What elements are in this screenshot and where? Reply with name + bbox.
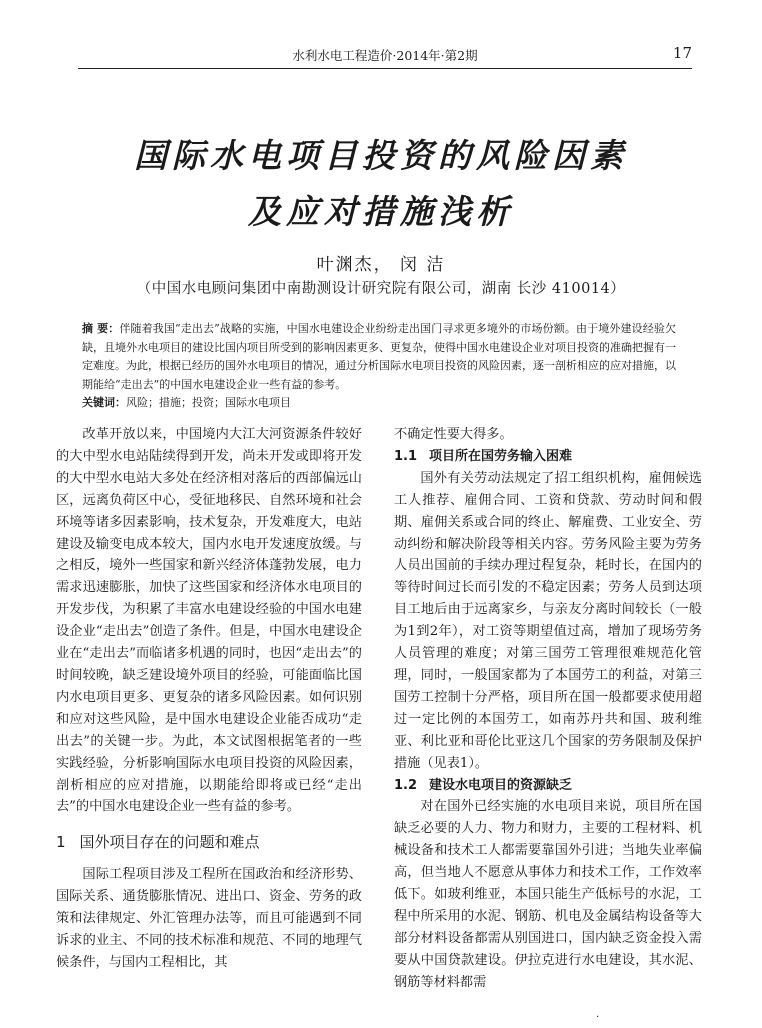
title-line-1: 国际水电项目投资的风险因素 (134, 136, 628, 175)
keywords-text: 风险；措施；投资；国际水电项目 (126, 396, 291, 409)
authors: 叶渊杰， 闵 洁 (316, 255, 446, 275)
section-1-heading (56, 832, 362, 852)
affiliation: （中国水电顾问集团中南勘测设计研究院有限公司，湖南 长沙 410014） (136, 281, 626, 297)
section-1-1-paragraph: 国外有关劳动法规定了招工组织机构，雇佣候选工人推荐、雇佣合同、工资和贷款、劳动时间和假期、雇佣关系或合同的终止、解雇费、工业安全、劳动纠纷和解决阶段等相关内容。劳务风险主要为劳务人员出国前的手续办理过程复杂，耗时长，在国内的等待时间过长而引发的不稳定因素；劳务人员到达项目工地后由于远离家乡，与亲友分离时间较长（一般为1到2年），对工资等期望值过高，增加了现场劳务人员管理的难度；对第三国劳工管理很难规范化管理，同时，一般国家都为了本国劳工的利益，对第三国劳工控制十分严格，项目所在国一般都要求使用超过一定比例的本国劳工，如南苏丹共和国、玻利维亚、利比亚和哥伦比亚这几个国家的劳务限制及保护措施（见表1）。 (394, 470, 702, 771)
section-1-1-title: 项目所在国劳务输入困难 (429, 448, 573, 464)
running-header (78, 42, 692, 69)
abstract-block (82, 320, 676, 413)
section-1-2-number: 1.2 (394, 777, 418, 793)
keywords-label: 关键词： (82, 396, 126, 409)
abstract-text: 伴随着我国“走出去”战略的实施，中国水电建设企业纷纷走出国门寻求更多境外的市场份额。由于境外建设经验欠缺，且境外水电项目的建设比国内项目所受到的影响因素更多、更复杂，使得中国水电建设企业对项目投资的准确把握有一定难度。为此，根据已经历的国外水电项目的情况，通过分析国际水电项目投资的风险因素，逐一剖析相应的应对措施，以期能给“走出去”的中国水电建设企业一些有益的参考。 (82, 322, 676, 391)
abstract (82, 320, 676, 394)
section-1-1-number: 1.1 (394, 448, 418, 464)
footer-mark: · (596, 1012, 600, 1023)
section-1-1-heading (394, 446, 702, 468)
journal-title: 水利水电工程造价·2014年·第2期 (292, 48, 478, 63)
abstract-label: 摘 要： (82, 322, 120, 335)
keywords (82, 394, 676, 413)
right-column (394, 424, 702, 994)
section-1-2-title: 建设水电项目的资源缺乏 (429, 777, 573, 793)
section-1-paragraph: 国际工程项目涉及工程所在国政治和经济形势、国际关系、通货膨胀情况、进出口、资金、劳务的政策和法律规定、外汇管理办法等，而且可能遇到不同诉求的业主、不同的技术标准和规范、不同的地理气候条件，与国内工程相比，其 (56, 867, 362, 970)
title-line-2: 及应对措施浅析 (248, 192, 514, 231)
section-1-2-heading (394, 775, 702, 797)
left-column (56, 424, 362, 974)
section-1-title: 国外项目存在的问题和难点 (79, 833, 260, 852)
article-title (60, 128, 702, 240)
section-1-2-paragraph: 对在国外已经实施的水电项目来说，项目所在国缺乏必要的人力、物力和财力，主要的工程材料、机械设备和技术工人都需要靠国外引进；当地失业率偏高，但当地人不愿意从事体力和技术工作，工作效率低下。如玻利维亚，本国只能生产低标号的水泥，工程中所采用的水泥、钢筋、机电及金属结构设备等大部分材料设备都需从别国进口，国内缺乏资金投入需要从中国贷款建设。伊拉克进行水电建设，其水泥、钢筋等材料都需 (394, 799, 702, 990)
continuation-paragraph: 不确定性要大得多。 (394, 427, 513, 442)
intro-paragraph: 改革开放以来，中国境内大江大河资源条件较好的大中型水电站陆续得到开发，尚未开发或即将开发的大中型水电站大多处在经济相对落后的西部偏远山区，远离负荷区中心，受征地移民、自然环境和社会环境等诸多因素影响，技术复杂，开发难度大，电站建设及输变电成本较大，国内水电开发速度放缓。与之相反，境外一些国家和新兴经济体蓬勃发展，电力需求迅速膨胀，加快了这些国家和经济体水电项目的开发步伐，为积累了丰富水电建设经验的中国水电建设企业“走出去”创造了条件。但是，中国水电建设企业在“走出去”而临诸多机遇的同时，也因“走出去”的时间较晚，缺乏建设境外项目的经验，可能面临比国内水电项目更多、更复杂的诸多风险因素。如何识别和应对这些风险，是中国水电建设企业能否成功“走出去”的关键一步。为此，本文试图根据笔者的一些实践经验，分析影响国际水电项目投资的风险因素，剖析相应的应对措施，以期能给即将或已经“走出去”的中国水电建设企业一些有益的参考。 (56, 427, 362, 815)
page-number: 17 (672, 44, 692, 62)
section-1-number: 1 (56, 833, 66, 852)
